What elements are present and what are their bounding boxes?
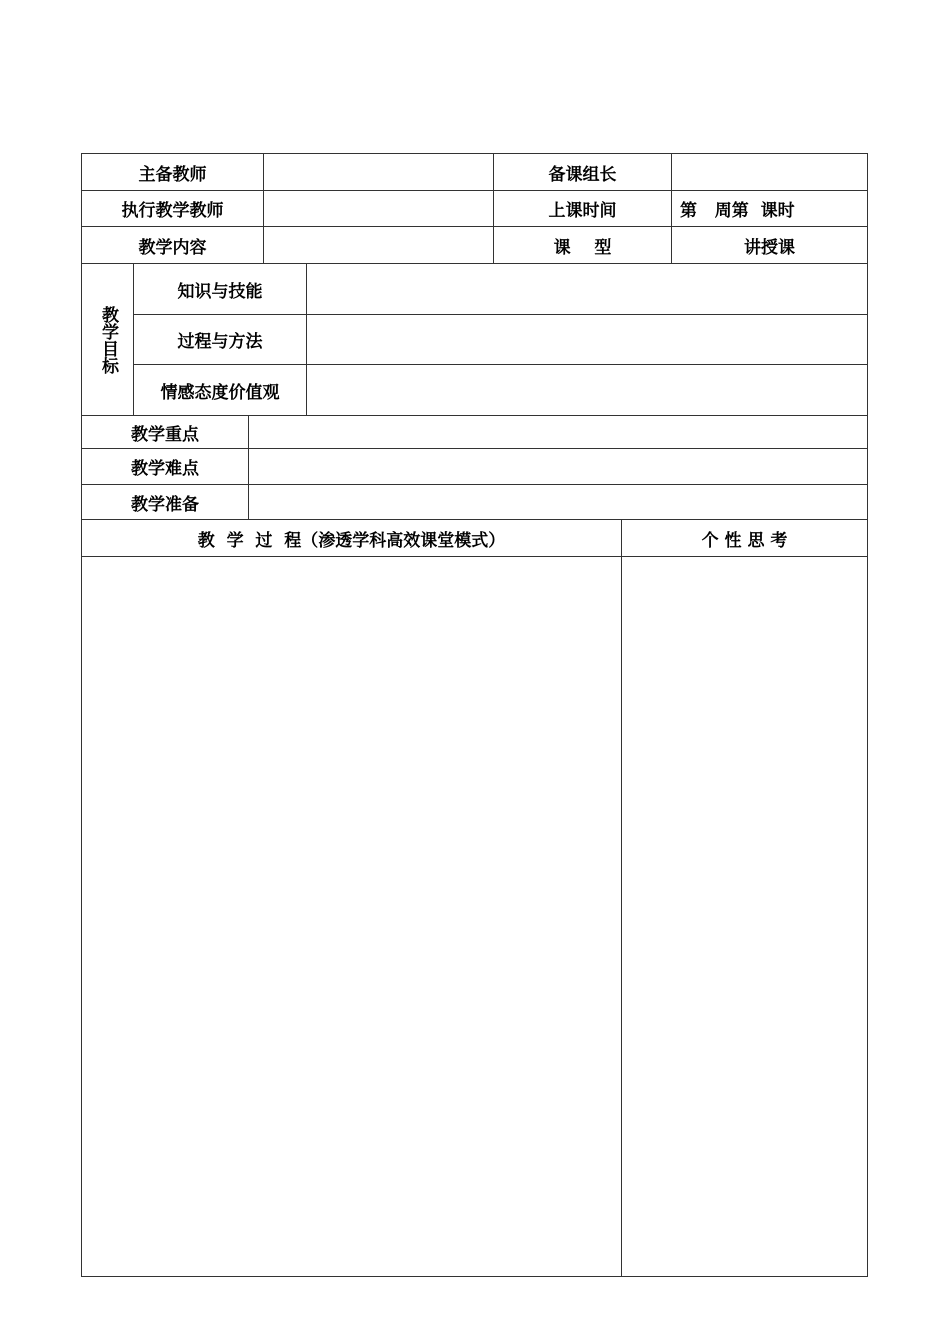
- teaching-process-body[interactable]: [82, 557, 621, 1276]
- objective-knowledge-label: 知识与技能: [177, 281, 263, 302]
- group-leader-label: 备课组长: [548, 164, 617, 185]
- executing-teacher-label: 执行教学教师: [121, 201, 224, 221]
- class-time-label: 上课时间: [548, 201, 617, 221]
- objective-process-label: 过程与方法: [177, 332, 263, 352]
- teaching-process-header: 教 学 过 程（渗透学科高效课堂模式）: [197, 530, 506, 551]
- lesson-type-label: 课 型: [553, 237, 612, 258]
- difficult-points-label: 教学难点: [131, 459, 199, 479]
- personal-reflection-header: 个 性 思 考: [701, 530, 788, 551]
- teaching-content-value[interactable]: [264, 227, 493, 263]
- preparation-value[interactable]: [249, 485, 867, 519]
- group-leader-value[interactable]: [672, 154, 867, 190]
- objective-attitude-label: 情感态度价值观: [160, 382, 280, 403]
- teaching-objectives-label: 教学目标: [98, 305, 118, 374]
- main-teacher-label: 主备教师: [138, 164, 207, 185]
- objective-knowledge-value[interactable]: [307, 264, 867, 314]
- lesson-plan-table: [81, 153, 868, 1277]
- key-points-value[interactable]: [249, 416, 867, 448]
- difficult-points-value[interactable]: [249, 449, 867, 484]
- objective-process-value[interactable]: [307, 315, 867, 364]
- main-teacher-value[interactable]: [264, 154, 493, 190]
- teaching-content-label: 教学内容: [138, 237, 207, 258]
- class-time-value[interactable]: 第 周第 课时: [680, 201, 795, 221]
- objective-attitude-value[interactable]: [307, 365, 867, 415]
- executing-teacher-value[interactable]: [264, 191, 493, 226]
- preparation-label: 教学准备: [131, 494, 199, 515]
- lesson-type-value[interactable]: 讲授课: [744, 237, 795, 258]
- key-points-label: 教学重点: [131, 424, 199, 445]
- personal-reflection-body[interactable]: [622, 557, 867, 1276]
